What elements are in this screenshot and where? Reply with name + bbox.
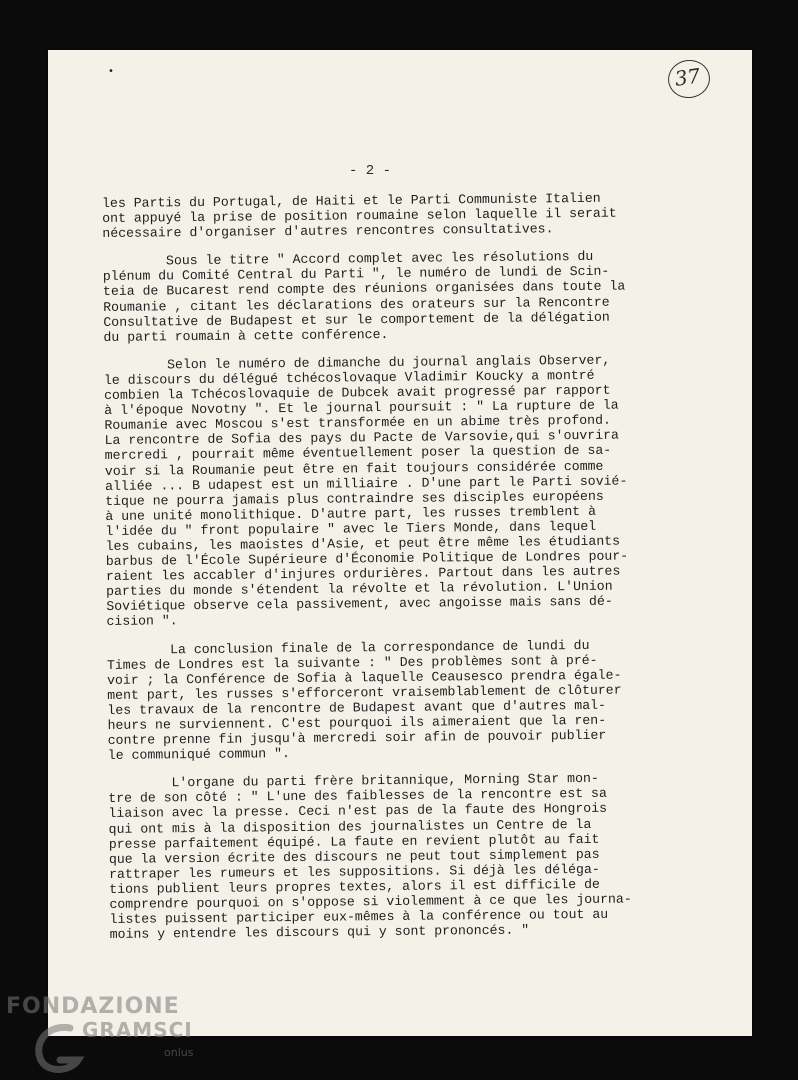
text-line: qui ont mis à la disposition des journalistes un Centre de la [108, 816, 592, 837]
page-number: - 2 - [348, 163, 391, 179]
text-line: presse parfaitement équipé. La faute en revient plutôt au fait [108, 831, 600, 852]
text-line: tique ne pourra jamais plus contraindre ses disciples européens [105, 488, 604, 509]
text-line: cision ". [106, 613, 178, 630]
text-line: que la version écrite des discours ne peut tout simplement pas [108, 846, 600, 867]
text-line: tre de son côté : " L'une des faiblesses de la rencontre est sa [108, 786, 607, 807]
text-line: le communiqué commun ". [107, 746, 290, 764]
text-line: les cubains, les maoistes d'Asie, et peut être même les étudiants [105, 533, 621, 554]
text-line: nécessaire d'organiser d'autres rencontres consultatives. [102, 221, 554, 242]
text-line: les Partis du Portugal, de Haiti et le Parti Communiste Italien [102, 190, 601, 211]
circled-page-number-text: 37 [673, 63, 702, 91]
text-line: contre prenne fin jusqu'à mercredi soir afin de pouvoir publier [107, 727, 607, 749]
text-line: voir ; la Conférence de Sofia à laquelle Ceausesco prendra égale- [106, 667, 622, 688]
text-line: Times de Londres est la suivante : " Des problèmes sont à pré- [106, 652, 598, 673]
watermark-line1: FONDAZIONE [6, 994, 180, 1019]
text-line: L'organe du parti frère britannique, Morning Star mon- [108, 771, 599, 792]
text-line: voir si la Roumanie peut être en fait toujours considérée comme [104, 458, 604, 479]
watermark [0, 990, 230, 1080]
paragraph [103, 248, 744, 345]
watermark-line3: onlus [164, 1046, 194, 1059]
text-line: alliée ... B udapest est un milliaire . D'une part le Parti sovié- [104, 473, 628, 494]
paragraph [104, 351, 747, 629]
document-body [102, 189, 750, 942]
text-line: comprendre pourquoi on s'oppose si violemment à ce que les journa- [109, 891, 632, 912]
watermark-line2: GRAMSCI [82, 1018, 193, 1042]
document-page [48, 50, 752, 1036]
text-line: La conclusion finale de la correspondance de lundi du [106, 637, 590, 658]
text-line: La rencontre de Sofia des pays du Pacte de Varsovie,qui s'ouvrira [104, 427, 620, 449]
text-line: barbus de l'École Supérieure d'Économie Politique de Londres pour- [105, 548, 629, 570]
text-line: l'idée du " front populaire " avec le Tiers Monde, dans lequel [105, 518, 597, 539]
paragraph [108, 770, 750, 943]
text-line: Soviétique observe cela passivement, avec angoisse mais sans dé- [106, 594, 613, 615]
text-line: parties du monde s'étendent la révolte et la révolution. L'Union [106, 578, 613, 600]
text-line: combien la Tchécoslovaquie de Dubcek avait progressé par rapport [104, 382, 611, 404]
text-line: liaison avec la presse. Ceci n'est pas de la faute des Hongrois [108, 801, 608, 822]
text-line: ont appuyé la prise de position roumaine selon laquelle il serait [102, 205, 617, 227]
text-line: du parti roumain à cette conférence. [103, 326, 389, 345]
text-line: ment part, les russes s'efforceront vraisemblablement de clôturer [107, 682, 622, 703]
paragraph [102, 189, 742, 241]
text-line: rattraper les rumeurs et les suppositions. Si déjà les déléga- [109, 861, 600, 882]
text-line: Selon le numéro de dimanche du journal anglais Observer, [103, 352, 611, 373]
text-line: Sous le titre " Accord complet avec les résolutions du [102, 249, 594, 270]
text-line: mercredi , pourrait même éventuellement poser la question de sa- [104, 443, 612, 464]
text-line: raient les accabler d'injures ordurières. Partout dans les autres [105, 563, 621, 585]
paragraph [107, 636, 748, 763]
text-line: Roumanie avec Moscou s'est transformée en un abime très profond. [104, 412, 611, 434]
circled-page-number [666, 57, 713, 100]
text-line: Roumanie , citant les déclarations des orateurs sur la Rencontre [103, 294, 610, 315]
text-line: teia de Bucarest rend compte des réunions organisées dans toute la [102, 278, 626, 300]
text-line: plénum du Comité Central du Parti ", le numéro de lundi de Scin- [102, 264, 610, 285]
text-line: listes puissent participer eux-mêmes à la conférence ou tout au [109, 906, 609, 928]
text-line: à une unité monolithique. D'autre part, les russes tremblent à [105, 503, 597, 524]
text-line: le discours du délégué tchécoslovaque Vladimir Koucky a montré [103, 367, 595, 388]
text-line: tions publient leurs propres textes, alors il est difficile de [109, 876, 600, 897]
watermark-logo-icon [30, 1020, 90, 1076]
text-line: moins y entendre les discours qui y sont prononcés. " [109, 922, 530, 943]
text-line: Consultative de Budapest et sur le comportement de la délégation [103, 309, 610, 330]
stray-mark: • [108, 66, 114, 77]
text-line: heurs ne surviennent. C'est pourquoi ils aimeraient que la ren- [107, 712, 607, 733]
text-line: à l'époque Novotny ". Et le journal poursuit : " La rupture de la [104, 397, 619, 419]
text-line: les travaux de la rencontre de Budapest avant que d'autres mal- [107, 697, 607, 718]
